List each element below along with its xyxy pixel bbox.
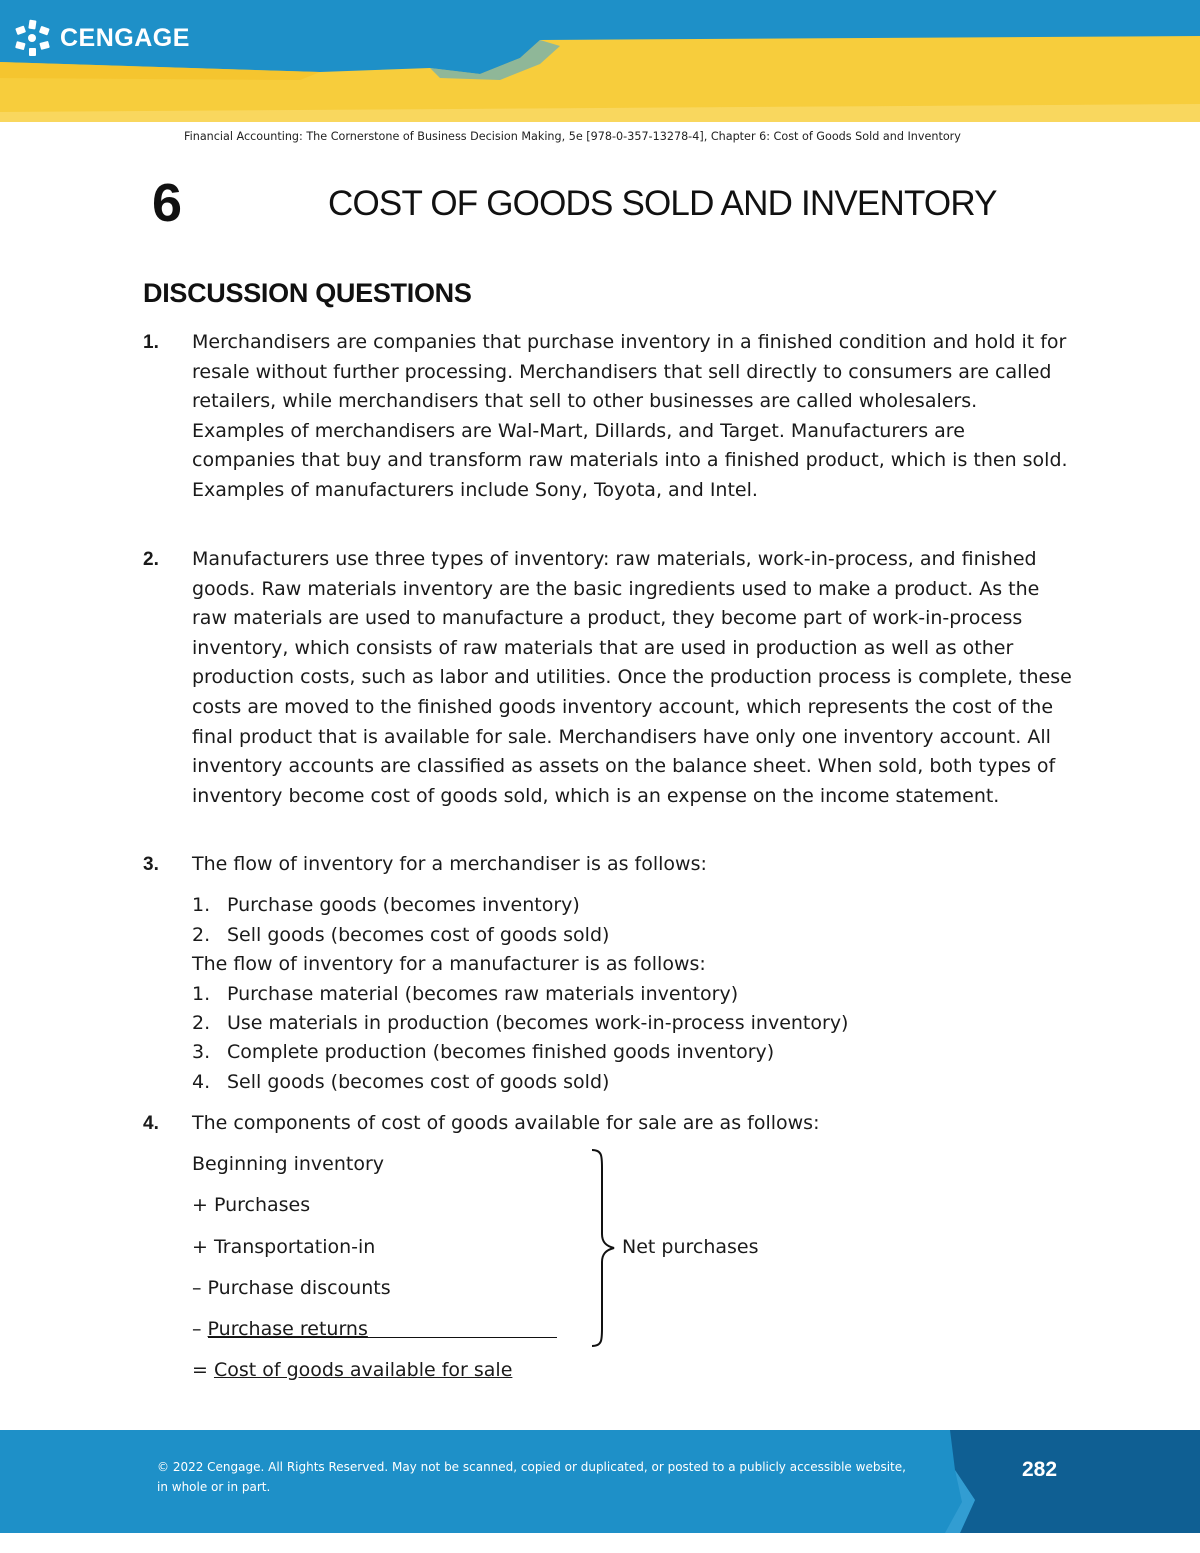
question-number: 1. xyxy=(143,332,159,353)
list-item-text: Complete production (becomes finished goods inventory) xyxy=(227,1041,775,1063)
formula-purchases xyxy=(192,1192,310,1218)
formula-term: Purchase returns xyxy=(207,1318,368,1340)
formula-term: Transportation-in xyxy=(213,1236,376,1258)
list-item-text: Purchase material (becomes raw materials inventory) xyxy=(227,983,739,1005)
list-item-number: 2. xyxy=(192,924,211,946)
list-item xyxy=(192,1038,774,1068)
header-band xyxy=(0,0,1200,122)
formula-purchase-discounts xyxy=(192,1275,391,1301)
formula-term: Purchases xyxy=(213,1194,311,1216)
page-number: 282 xyxy=(1022,1458,1058,1481)
manufacturer-intro: The flow of inventory for a manufacturer is as follows: xyxy=(192,953,706,975)
list-item xyxy=(192,980,738,1010)
list-item xyxy=(192,921,609,951)
list-item xyxy=(192,1068,609,1098)
list-item-text: Sell goods (becomes cost of goods sold) xyxy=(227,924,610,946)
list-item xyxy=(192,1009,848,1039)
formula-sign: – xyxy=(192,1318,208,1340)
formula-purchase-returns xyxy=(192,1316,368,1342)
formula-sign: + xyxy=(192,1194,214,1216)
question-number: 4. xyxy=(143,1113,159,1134)
question-text: The components of cost of goods available for sale are as follows: xyxy=(192,1112,820,1134)
formula-result xyxy=(192,1357,512,1383)
right-brace-icon xyxy=(588,1148,618,1348)
cengage-logo-icon xyxy=(12,18,52,58)
question-number: 3. xyxy=(143,854,159,875)
brand-name: CENGAGE xyxy=(60,23,190,52)
net-purchases-label: Net purchases xyxy=(622,1236,759,1258)
list-item-text: Use materials in production (becomes work-in-process inventory) xyxy=(227,1012,849,1034)
chapter-title: COST OF GOODS SOLD AND INVENTORY xyxy=(328,184,997,223)
formula-sign: – xyxy=(192,1277,208,1299)
copyright-notice: © 2022 Cengage. All Rights Reserved. May not be scanned, copied or duplicated, or posted to a publicly accessible website, in whole or in part. xyxy=(157,1460,906,1494)
list-item-number: 3. xyxy=(192,1041,211,1063)
question-text: The flow of inventory for a merchandiser is as follows: xyxy=(192,853,707,875)
list-item xyxy=(192,891,580,921)
list-item-number: 1. xyxy=(192,983,211,1005)
question-number: 2. xyxy=(143,549,159,570)
list-item-text: Purchase goods (becomes inventory) xyxy=(227,894,580,916)
list-item-number: 2. xyxy=(192,1012,211,1034)
list-item-text: Sell goods (becomes cost of goods sold) xyxy=(227,1071,610,1093)
chapter-number: 6 xyxy=(152,173,183,233)
formula-beginning-inventory: Beginning inventory xyxy=(192,1153,384,1175)
cengage-logo xyxy=(12,18,190,58)
formula-term: Cost of goods available for sale xyxy=(213,1359,513,1381)
list-item-number: 1. xyxy=(192,894,211,916)
section-heading: DISCUSSION QUESTIONS xyxy=(143,278,472,308)
formula-transportation-in xyxy=(192,1234,375,1260)
subtotal-rule xyxy=(208,1337,557,1338)
question-text: Merchandisers are companies that purchase inventory in a finished condition and hold it for resale without further processing. Merchandisers that sell directly to consumers are called retailers, while merchandisers that sell to other businesses are called wholesalers. Examples of merchandisers are Wal-Mart, Dillards, and Target. Manufacturers are companies that buy and transform raw materials into a finished product, which is then sold. Examples of manufacturers include Sony, Toyota, and Intel. xyxy=(192,331,1068,501)
formula-sign: = xyxy=(192,1359,214,1381)
running-head: Financial Accounting: The Cornerstone of Business Decision Making, 5e [978-0-357-13278-4], Chapter 6: Cost of Goods Sold and Inventory xyxy=(184,130,961,143)
list-item-number: 4. xyxy=(192,1071,211,1093)
formula-term: Purchase discounts xyxy=(207,1277,391,1299)
formula-sign: + xyxy=(192,1236,214,1258)
question-text: Manufacturers use three types of inventory: raw materials, work-in-process, and finished goods. Raw materials inventory are the basic ingredients used to make a product. As the raw materials are used to manufacture a product, they become part of work-in-process inventory, which consists of raw materials that are used in production as well as other production costs, such as labor and utilities. Once the production process is complete, these costs are moved to the finished goods inventory account, which represents the cost of the final product that is available for sale. Merchandisers have only one inventory account. All inventory accounts are classified as assets on the balance sheet. When sold, both types of inventory become cost of goods sold, which is an expense on the income statement. xyxy=(192,548,1072,807)
